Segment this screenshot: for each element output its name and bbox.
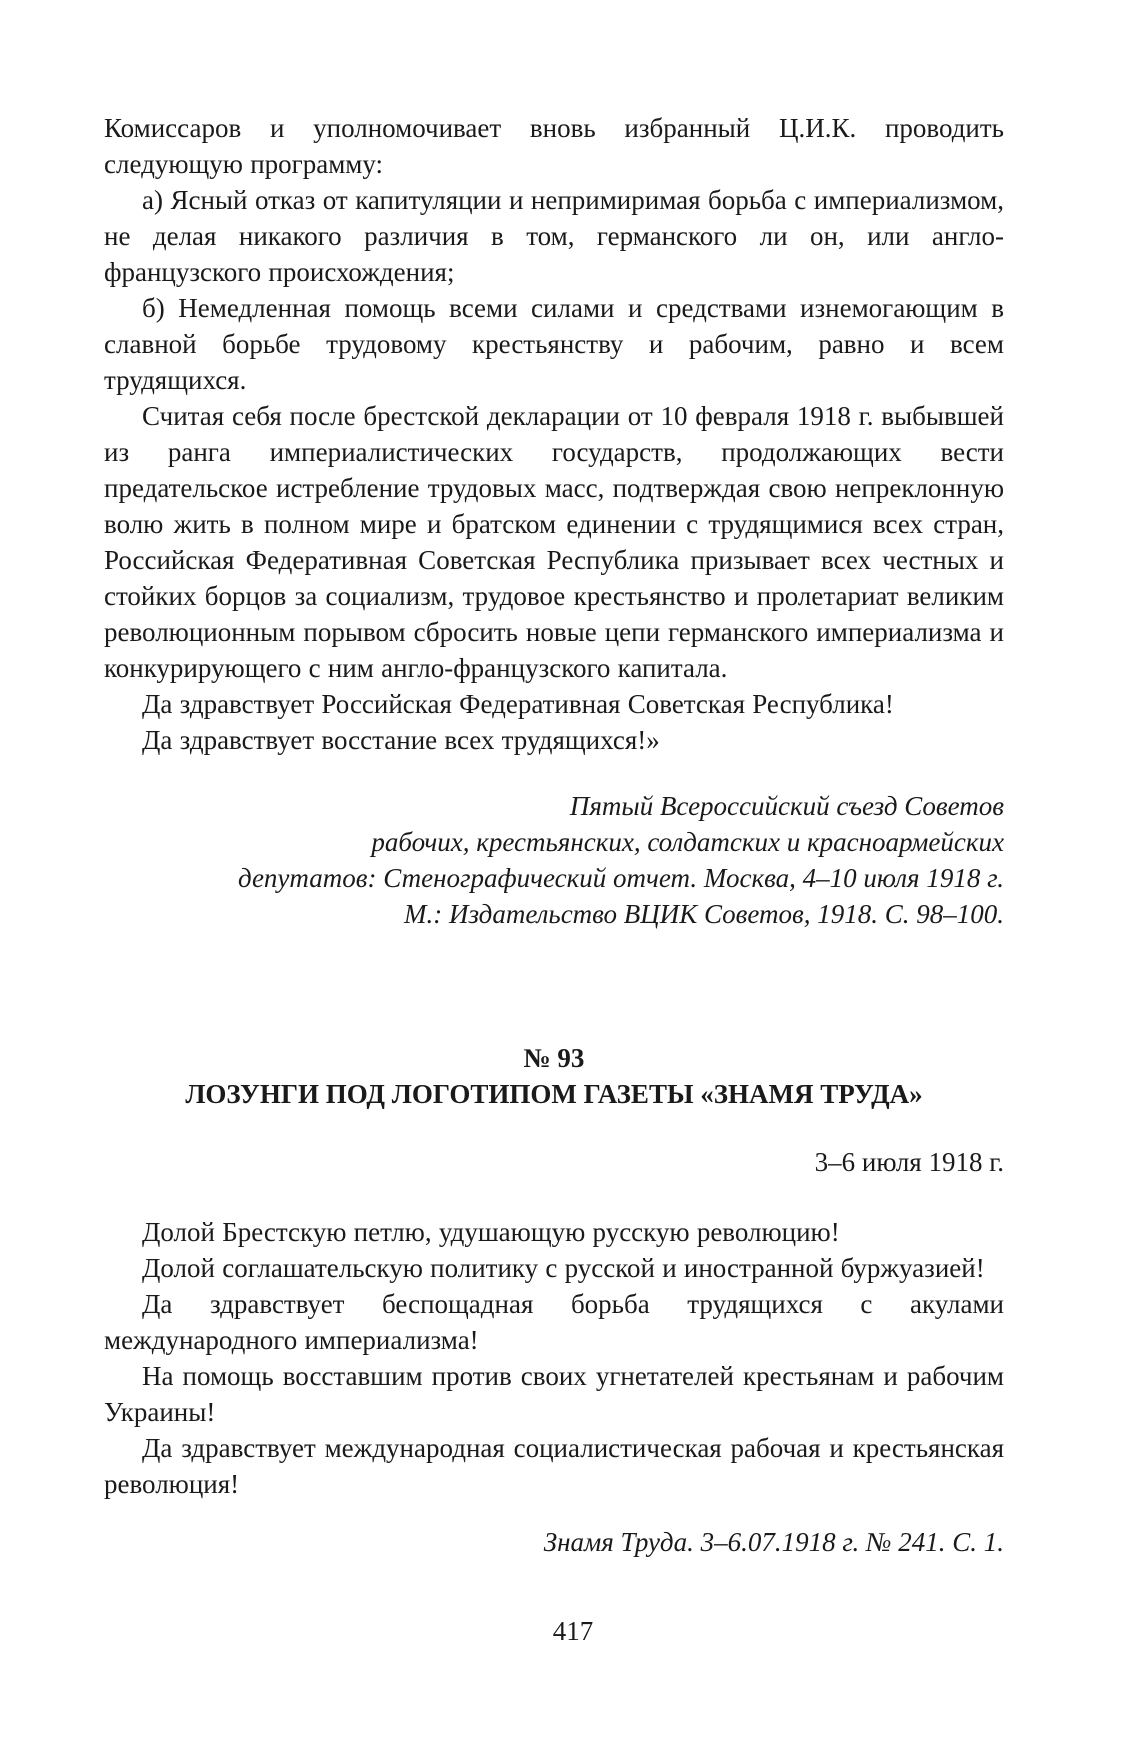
- citation-line: Пятый Всероссийский съезд Советов: [569, 791, 1004, 821]
- slogan-item: На помощь восставшим против своих угнетателей крестьянам и рабочим Украины!: [104, 1361, 1004, 1427]
- paragraph-considering: Считая себя после брестской декларации от 10 февраля 1918 г. выбывшей из ранга империалистических государств, продолжающих вести предательское истребление трудовых масс, подтверждая свою непреклонную волю жить в полном мире и братском единении с трудящимися всех стран, Российская Федеративная Советская Республика призывает всех честных и стойких борцов за социализм, трудовое крестьянство и пролетариат великим революционным порывом сбросить новые цепи германского империализма и конкурирующего с ним англо-французского капитала.: [104, 401, 1004, 683]
- newspaper-source: Знамя Труда. 3–6.07.1918 г. № 241. С. 1.: [543, 1527, 1004, 1557]
- paragraph-point-a: а) Ясный отказ от капитуляции и непримиримая борьба с империализмом, не делая никакого различия в том, германского ли он, или англо-французского происхождения;: [104, 185, 1004, 287]
- slogan-item: Да здравствует международная социалистическая рабочая и крестьянская революция!: [104, 1433, 1004, 1499]
- source-citation: [104, 788, 1004, 932]
- paragraph-long-live-uprising: Да здравствует восстание всех трудящихся!»: [142, 725, 660, 755]
- citation-line: М.: Издательство ВЦИК Советов, 1918. С. 98–100.: [404, 899, 1004, 929]
- paragraph-point-b: б) Немедленная помощь всеми силами и средствами изнемогающим в славной борьбе трудовому крестьянству и рабочим, равно и всем трудящихся.: [104, 293, 1004, 395]
- document-number: № 93: [523, 1043, 585, 1073]
- document-title: ЛОЗУНГИ ПОД ЛОГОТИПОМ ГАЗЕТЫ «ЗНАМЯ ТРУДА»: [185, 1079, 923, 1109]
- slogan-item: Долой Брестскую петлю, удушающую русскую революцию!: [142, 1217, 840, 1247]
- slogan-list: [104, 1214, 1004, 1502]
- document-date: 3–6 июля 1918 г.: [814, 1147, 1004, 1177]
- citation-line: депутатов: Стенографический отчет. Москва, 4–10 июля 1918 г.: [237, 863, 1004, 893]
- page-number: 417: [552, 1616, 594, 1646]
- slogan-item: Да здравствует беспощадная борьба трудящихся с акулами международного империализма!: [104, 1289, 1004, 1355]
- page-content: [104, 110, 1004, 1560]
- paragraph-intro: Комиссаров и уполномочивает вновь избранный Ц.И.К. проводить следующую программу:: [104, 113, 1004, 179]
- slogan-item: Долой соглашательскую политику с русской и иностранной буржуазией!: [142, 1253, 985, 1283]
- paragraph-long-live-republic: Да здравствует Российская Федеративная Советская Республика!: [142, 689, 894, 719]
- citation-line: рабочих, крестьянских, солдатских и красноармейских: [371, 827, 1004, 857]
